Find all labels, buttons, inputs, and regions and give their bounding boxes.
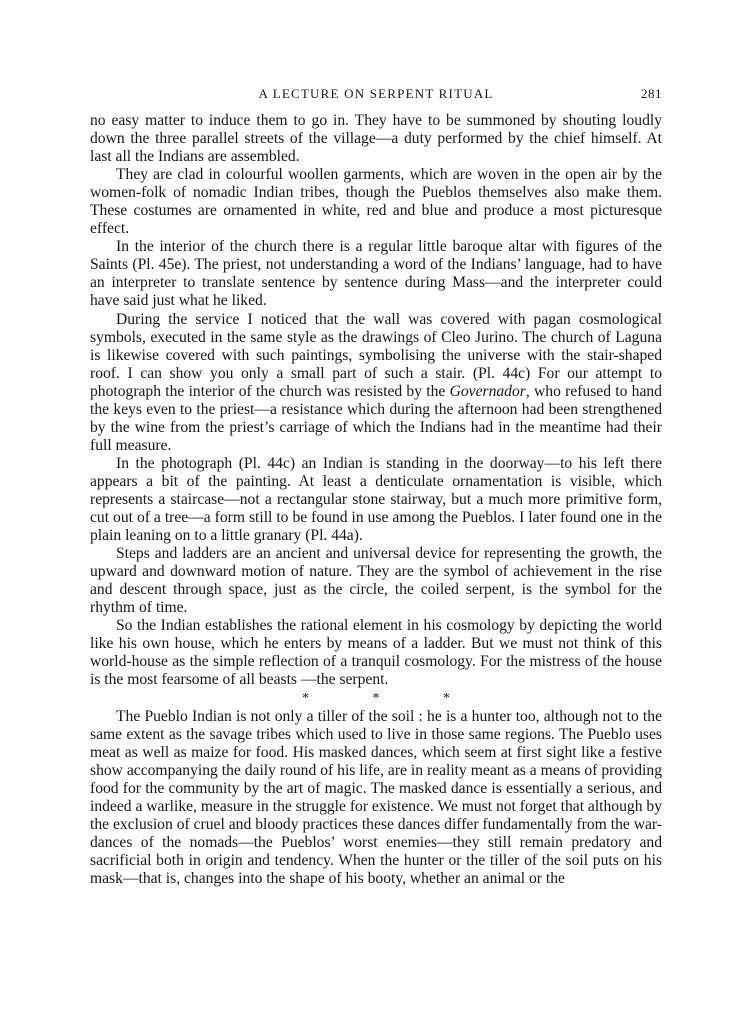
paragraph-2: They are clad in colourful woollen garments, which are woven in the open air by the women-folk of nomadic Indian tribes, though the Pueblos themselves also make them. These costumes are ornamented in white, red and blue and produce a most picturesque effect. xyxy=(90,166,662,238)
paragraph-1: no easy matter to induce them to go in. They have to be summoned by shouting loudly down the three parallel streets of the village—a duty performed by the chief himself. At last all the Indians are assembled. xyxy=(90,112,662,166)
body-text xyxy=(90,112,662,888)
paragraph-3: In the interior of the church there is a regular little baroque altar with figures of the Saints (Pl. 45e). The priest, not understanding a word of the Indians’ language, had to have an interpreter to translate sentence by sentence during Mass—and the interpreter could have said just what he liked. xyxy=(90,238,662,310)
paragraph-4-italic: Governador xyxy=(449,382,526,400)
page-number: 281 xyxy=(641,86,662,101)
book-page xyxy=(90,82,662,888)
paragraph-6: Steps and ladders are an ancient and universal device for representing the growth, the upward and downward motion of nature. They are the symbol of achievement in the rise and descent through space, just as the circle, the coiled serpent, is the symbol for the rhythm of time. xyxy=(90,545,662,617)
paragraph-4-text: During the service I noticed that the wall was covered with pagan cosmological symbols, executed in the same style as the drawings of Cleo Jurino. The church of Laguna is likewise covered with such paintings, symbolising the universe with the stair-shaped roof. I can show you only a small part of such a stair. (Pl. 44c) For our attempt to photograph the interior of the church was resisted by the xyxy=(90,310,662,400)
paragraph-8: The Pueblo Indian is not only a tiller of the soil : he is a hunter too, although not to the same extent as the savage tribes which used to live in those same regions. The Pueblo uses meat as well as maize for food. His masked dances, which seem at first sight like a festive show accompanying the daily round of his life, are in reality meant as a means of providing food for the community by the art of magic. The masked dance is essentially a serious, and indeed a warlike, measure in the struggle for existence. We must not forget that although by the exclusion of cruel and bloody practices these dances differ fundamentally from the war-dances of the nomads—the Pueblos’ worst enemies—they still remain predatory and sacrificial both in origin and tendency. When the hunter or the tiller of the soil puts on his mask—that is, changes into the shape of his booty, whether an animal or the xyxy=(90,707,662,887)
paragraph-7: So the Indian establishes the rational element in his cosmology by depicting the world like his own house, which he enters by means of a ladder. But we must not think of this world-house as the simple reflection of a tranquil cosmology. For the mistress of the house is the most fearsome of all beasts —the serpent. xyxy=(90,617,662,689)
running-title: A LECTURE ON SERPENT RITUAL xyxy=(258,86,494,101)
paragraph-4 xyxy=(90,311,662,455)
page-header xyxy=(90,82,662,106)
paragraph-5: In the photograph (Pl. 44c) an Indian is standing in the doorway—to his left there appears a bit of the painting. At least a denticulate ornamentation is visible, which represents a staircase—not a rectangular stone stairway, but a much more primitive form, cut out of a tree—a form still to be found in use among the Pueblos. I later found one in the plain leaning on to a little granary (Pl. 44a). xyxy=(90,454,662,545)
paragraph-4-tail: , who refused to hand the keys even to the priest—a resistance which during the afternoon had been strengthened by the wine from the priest’s carriage of which the Indians had in the meantime had their full measure. xyxy=(90,382,662,454)
section-break: * * * xyxy=(302,690,480,706)
